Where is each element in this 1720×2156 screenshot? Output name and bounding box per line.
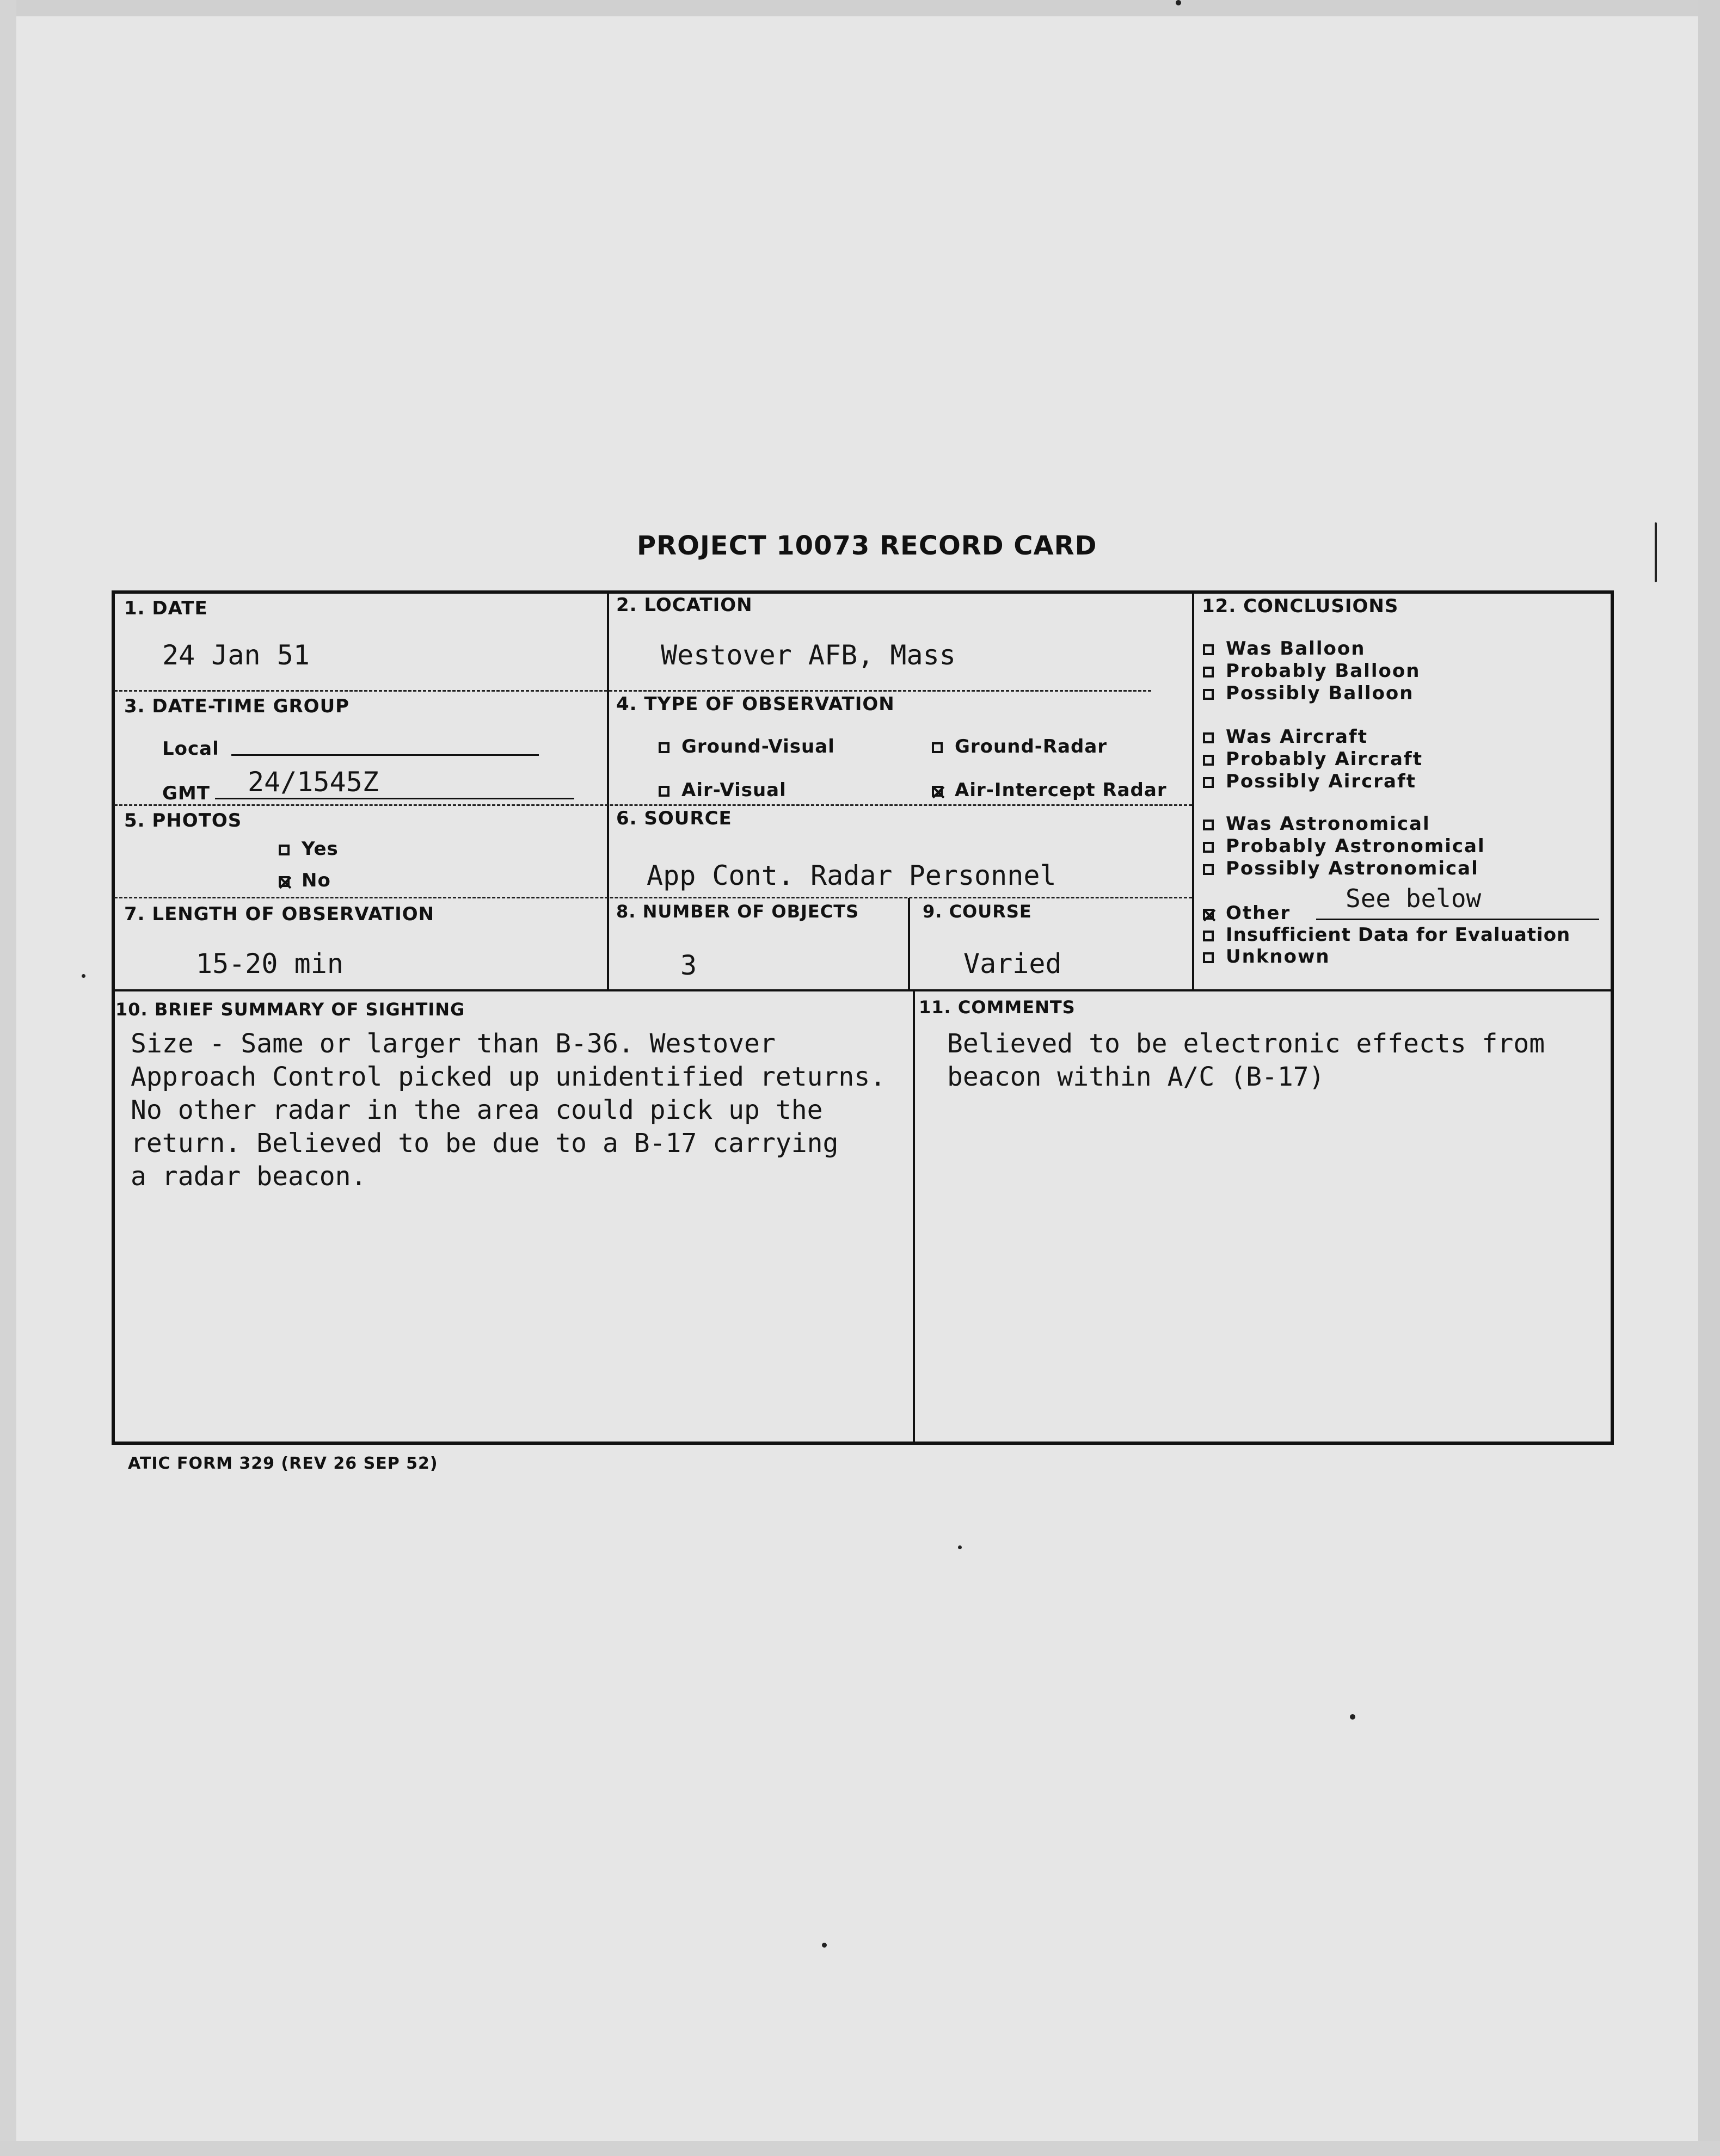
summary-line: return. Believed to be due to a B-17 carrying	[131, 1128, 839, 1159]
conclusions-label: 12. CONCLUSIONS	[1202, 595, 1399, 617]
scan-speck	[822, 1943, 827, 1948]
source-label: 6. SOURCE	[616, 808, 732, 829]
length-value: 15-20 min	[196, 948, 343, 980]
row-divider-3	[114, 897, 1192, 898]
other-underline	[1316, 919, 1599, 920]
date-value: 24 Jan 51	[162, 639, 310, 671]
date-label: 1. DATE	[124, 597, 208, 619]
option-label: Ground-Visual	[681, 736, 835, 757]
option-label: Possibly Aircraft	[1226, 771, 1417, 792]
gmt-label: GMT	[162, 783, 210, 804]
checkbox-icon	[1203, 842, 1214, 853]
scan-speck	[82, 974, 85, 978]
checkbox-icon	[659, 742, 669, 753]
row-divider-1	[114, 690, 1151, 692]
summary-text	[131, 1027, 886, 1193]
gmt-underline	[215, 798, 574, 799]
row-divider-4	[114, 989, 1611, 991]
photos-option-no	[279, 870, 331, 891]
observation-option-air-intercept-radar	[932, 779, 1167, 801]
checkbox-icon	[1203, 644, 1214, 655]
divider-objects-course	[908, 898, 910, 989]
option-label: Insufficient Data for Evaluation	[1226, 924, 1571, 946]
option-label: Yes	[302, 838, 339, 860]
checkbox-icon	[279, 845, 290, 855]
conclusion-possibly-astronomical	[1203, 858, 1479, 879]
conclusion-other	[1203, 902, 1291, 924]
option-label: Possibly Balloon	[1226, 682, 1414, 704]
option-label: Probably Balloon	[1226, 660, 1421, 682]
scan-edge-bottom	[0, 2141, 1720, 2156]
checkbox-icon	[1203, 820, 1214, 830]
observation-type-label: 4. TYPE OF OBSERVATION	[616, 693, 895, 715]
conclusion-probably-astronomical	[1203, 835, 1485, 857]
observation-option-ground-visual	[659, 736, 835, 757]
checkbox-icon	[932, 742, 943, 753]
objects-value: 3	[680, 950, 697, 981]
source-value: App Cont. Radar Personnel	[647, 860, 1056, 891]
comments-label: 11. COMMENTS	[919, 997, 1076, 1018]
option-label: Was Astronomical	[1226, 813, 1430, 835]
form-number: ATIC FORM 329 (REV 26 SEP 52)	[128, 1454, 438, 1473]
photos-option-yes	[279, 838, 339, 860]
card-title: PROJECT 10073 RECORD CARD	[637, 531, 1097, 561]
option-label: Probably Astronomical	[1226, 835, 1485, 857]
checkbox-icon	[1203, 755, 1214, 766]
length-label: 7. LENGTH OF OBSERVATION	[124, 903, 435, 925]
checkbox-icon	[1203, 732, 1214, 743]
option-label: Air-Visual	[681, 779, 787, 801]
comments-line: beacon within A/C (B-17)	[947, 1062, 1325, 1092]
comments-text	[947, 1027, 1545, 1094]
divider-col1	[607, 592, 609, 989]
option-label: Probably Aircraft	[1226, 748, 1423, 770]
checkbox-icon	[1203, 931, 1214, 941]
photos-label: 5. PHOTOS	[124, 810, 242, 831]
local-label: Local	[162, 738, 219, 760]
option-label: Ground-Radar	[955, 736, 1108, 757]
option-label: Was Balloon	[1226, 638, 1366, 660]
checkbox-icon	[1203, 952, 1214, 963]
checked-box-icon	[932, 786, 943, 797]
checkbox-icon	[659, 786, 669, 797]
option-label: Was Aircraft	[1226, 726, 1368, 748]
date-time-group-label: 3. DATE-TIME GROUP	[124, 695, 350, 717]
summary-label: 10. BRIEF SUMMARY OF SIGHTING	[115, 999, 465, 1020]
scan-edge-left	[0, 0, 16, 2156]
course-label: 9. COURSE	[923, 901, 1032, 922]
checkbox-icon	[1203, 864, 1214, 875]
observation-option-ground-radar	[932, 736, 1107, 757]
conclusion-was-aircraft	[1203, 726, 1368, 748]
row-divider-2	[114, 804, 1192, 806]
summary-line: Size - Same or larger than B-36. Westover	[131, 1028, 776, 1059]
checked-box-icon	[279, 876, 290, 887]
observation-option-air-visual	[659, 779, 787, 801]
checkbox-icon	[1203, 777, 1214, 788]
conclusion-was-balloon	[1203, 638, 1365, 660]
other-value: See below	[1346, 884, 1482, 913]
conclusion-probably-balloon	[1203, 660, 1420, 682]
checkbox-icon	[1203, 689, 1214, 700]
location-value: Westover AFB, Mass	[661, 639, 956, 671]
scan-edge-right	[1698, 0, 1720, 2156]
scan-speck	[1655, 522, 1657, 582]
option-label: Air-Intercept Radar	[955, 779, 1167, 801]
summary-line: No other radar in the area could pick up the	[131, 1095, 823, 1125]
option-label: No	[302, 870, 331, 891]
conclusion-insufficient-data	[1203, 924, 1570, 946]
location-label: 2. LOCATION	[616, 594, 753, 616]
conclusion-possibly-aircraft	[1203, 771, 1416, 792]
summary-line: a radar beacon.	[131, 1161, 367, 1192]
checked-box-icon	[1203, 909, 1214, 920]
conclusion-probably-aircraft	[1203, 748, 1423, 770]
conclusion-possibly-balloon	[1203, 682, 1414, 704]
divider-summary-comments	[913, 990, 915, 1442]
scan-speck	[1350, 1714, 1355, 1720]
local-underline	[231, 754, 539, 756]
objects-label: 8. NUMBER OF OBJECTS	[616, 901, 859, 922]
conclusion-unknown	[1203, 946, 1330, 968]
comments-line: Believed to be electronic effects from	[947, 1028, 1545, 1059]
course-value: Varied	[963, 948, 1062, 980]
scan-speck	[1176, 0, 1181, 5]
conclusion-was-astronomical	[1203, 813, 1430, 835]
option-label: Unknown	[1226, 946, 1330, 968]
option-label: Possibly Astronomical	[1226, 858, 1479, 879]
gmt-value: 24/1545Z	[248, 766, 379, 798]
option-label: Other	[1226, 902, 1291, 924]
checkbox-icon	[1203, 667, 1214, 677]
scan-speck	[958, 1545, 962, 1549]
scan-edge-top	[0, 0, 1720, 16]
summary-line: Approach Control picked up unidentified returns.	[131, 1062, 886, 1092]
divider-col2	[1192, 592, 1194, 989]
